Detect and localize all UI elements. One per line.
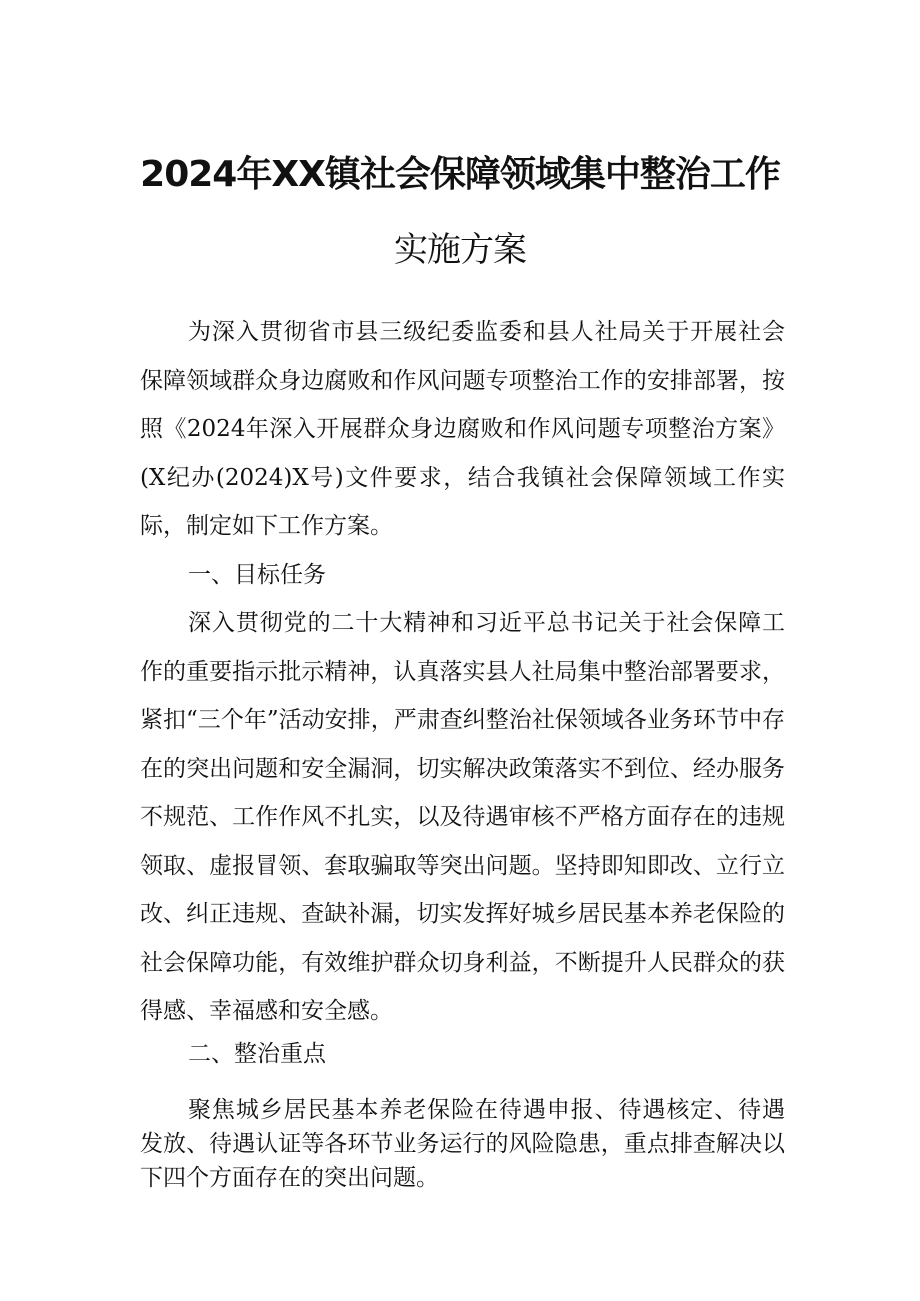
goals-paragraph: 深入贯彻党的二十大精神和习近平总书记关于社会保障工作的重要指示批示精神，认真落实县人社局集中整治部署要求，紧扣“三个年”活动安排，严肃查纠整治社保领域各业务环节中存在的突出问题和安全漏洞，切实解决政策落实不到位、经办服务不规范、工作作风不扎实，以及待遇审核不严格方面存在的违规领取、虚报冒领、套取骗取等突出问题。坚持即知即改、立行立改、纠正违规、查缺补漏，切实发挥好城乡居民基本养老保险的社会保障功能，有效维护群众切身利益，不断提升人民群众的获得感、幸福感和安全感。 [140, 610, 785, 1024]
section-heading-goals: 一、目标任务 [188, 561, 326, 588]
document-title-line-1: 2024年XX镇社会保障领域集中整治工作 [140, 154, 780, 195]
intro-paragraph: 为深入贯彻省市县三级纪委监委和县人社局关于开展社会保障领域群众身边腐败和作风问题专项整治工作的安排部署，按照《2024年深入开展群众身边腐败和作风问题专项整治方案》(X纪办(2024)X号)文件要求，结合我镇社会保障领域工作实际，制定如下工作方案。 [140, 319, 785, 539]
section-heading-focus: 二、整治重点 [188, 1041, 326, 1067]
document-title-line-2: 实施方案 [394, 230, 526, 270]
document-body-focus-text [140, 1093, 785, 1195]
focus-paragraph: 聚焦城乡居民基本养老保险在待遇申报、待遇核定、待遇发放、待遇认证等各环节业务运行的风险隐患，重点排查解决以下四个方面存在的突出问题。 [140, 1097, 785, 1191]
document-body-focus [140, 1030, 785, 1079]
document-body-main [140, 308, 785, 1036]
